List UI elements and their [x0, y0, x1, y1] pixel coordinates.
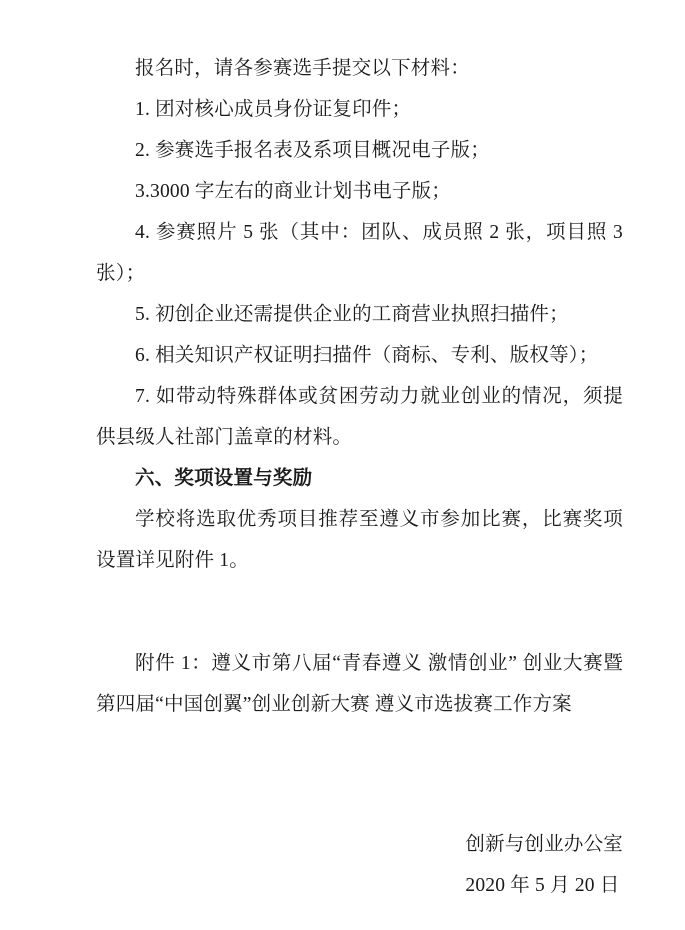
section-body: 学校将选取优秀项目推荐至遵义市参加比赛，比赛奖项设置详见附件 1。: [96, 509, 623, 571]
attachment-reference: 附件 1：遵义市第八届“青春遵义 激情创业” 创业大赛暨第四届“中国创翼”创业创新大赛 遵义市选拔赛工作方案: [96, 653, 623, 715]
list-item: 4. 参赛照片 5 张（其中：团队、成员照 2 张，项目照 3 张）；: [96, 222, 623, 284]
list-item: 2. 参赛选手报名表及系项目概况电子版；: [135, 140, 491, 161]
section-heading: 六、奖项设置与奖励: [135, 468, 313, 489]
paragraph-spacer: [96, 581, 623, 643]
signature-office: 创新与创业办公室: [465, 834, 623, 855]
signature-date: 2020 年 5 月 20 日: [465, 875, 620, 896]
list-item: 3.3000 字左右的商业计划书电子版；: [135, 181, 452, 202]
signature-block: [465, 824, 623, 906]
list-item: 1. 团对核心成员身份证复印件；: [135, 99, 412, 120]
list-item: 6. 相关知识产权证明扫描件（商标、专利、版权等）；: [135, 345, 599, 366]
intro-paragraph: 报名时，请各参赛选手提交以下材料：: [135, 58, 470, 79]
list-item: 5. 初创企业还需提供企业的工商营业执照扫描件；: [135, 304, 569, 325]
list-item: 7. 如带动特殊群体或贫困劳动力就业创业的情况，须提供县级人社部门盖章的材料。: [96, 386, 623, 448]
